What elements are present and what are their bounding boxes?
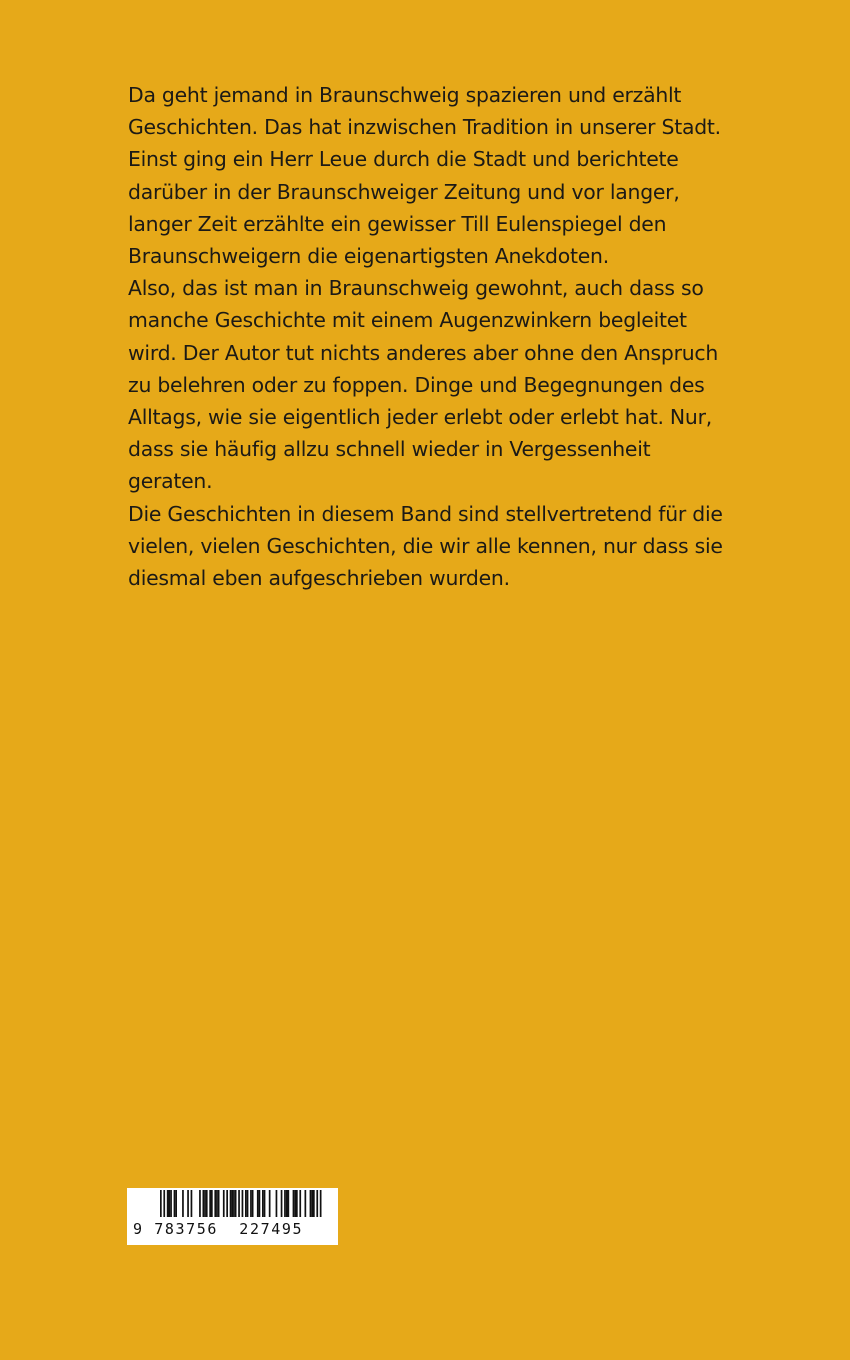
barcode-bar (214, 1190, 216, 1217)
barcode-bar (218, 1190, 220, 1217)
barcode-bar (310, 1190, 312, 1217)
barcode-bar (238, 1190, 240, 1217)
barcode-bar (216, 1190, 218, 1217)
isbn-barcode (127, 1188, 338, 1245)
barcode-bar (252, 1190, 254, 1217)
barcode-bar (170, 1190, 172, 1217)
barcode-bar (204, 1190, 206, 1217)
barcode-bar (257, 1190, 259, 1217)
barcode-bar (316, 1190, 318, 1217)
barcode-bar (269, 1190, 271, 1217)
barcode-bar (250, 1190, 252, 1217)
barcode-bar (262, 1190, 264, 1217)
isbn-number: 9 783756 227495 (133, 1220, 304, 1238)
barcode-bar (286, 1190, 288, 1217)
blurb-paragraph: Da geht jemand in Braunschweig spazieren und erzählt Geschichten. Das hat inzwischen Tradition in unserer Stadt. Einst ging ein Herr Leue durch die Stadt und berichtete darüber in der Braunschweiger Zeitung und vor langer, langer Zeit erzählte ein gewisser Till Eulenspiegel den Braunschweigern die eigenartigsten Anekdoten. (128, 83, 721, 269)
barcode-bar (199, 1190, 201, 1217)
barcode-bar (206, 1190, 208, 1217)
barcode-bar (311, 1190, 313, 1217)
barcode-bar (296, 1190, 298, 1217)
barcode-bar (259, 1190, 261, 1217)
barcode-bar (247, 1190, 249, 1217)
barcode-bar (242, 1190, 244, 1217)
barcode-bar (281, 1190, 283, 1217)
barcode-bar (174, 1190, 176, 1217)
blurb-text (128, 79, 738, 594)
barcode-bar (305, 1190, 307, 1217)
blurb-paragraph: Also, das ist man in Braunschweig gewohnt, auch dass so manche Geschichte mit einem Augenzwinkern begleitet wird. Der Autor tut nichts anderes aber ohne den Anspruch zu belehren oder zu foppen. Dinge und Begegnungen des Alltags, wie sie eigentlich jeder erlebt oder erlebt hat. Nur, dass sie häufig allzu schnell wieder in Vergessenheit geraten. (128, 276, 719, 494)
barcode-bar (299, 1190, 301, 1217)
barcode-bar (209, 1190, 211, 1217)
barcode-bar (169, 1190, 171, 1217)
barcode-bar (226, 1190, 228, 1217)
barcode-bar (320, 1190, 322, 1217)
barcode-bar (233, 1190, 235, 1217)
barcode-bar (231, 1190, 233, 1217)
barcode-bar (313, 1190, 315, 1217)
barcode-bar (230, 1190, 232, 1217)
barcode-bar (245, 1190, 247, 1217)
barcode-bar (223, 1190, 225, 1217)
barcode-bar (211, 1190, 213, 1217)
barcode-bar (203, 1190, 205, 1217)
barcode-bar (167, 1190, 169, 1217)
barcode-bar (191, 1190, 193, 1217)
barcode-bar (235, 1190, 237, 1217)
barcode-bar (284, 1190, 286, 1217)
barcode-bar (294, 1190, 296, 1217)
barcode-bar (288, 1190, 290, 1217)
barcode-bar (160, 1190, 162, 1217)
barcode-bar (175, 1190, 177, 1217)
barcode-bar (187, 1190, 189, 1217)
barcode-bar (276, 1190, 278, 1217)
blurb-paragraph: Die Geschichten in diesem Band sind stellvertretend für die vielen, vielen Geschichten, die wir alle kennen, nur dass sie diesmal eben aufgeschrieben wurden. (128, 501, 723, 591)
barcode-bar (163, 1190, 165, 1217)
barcode-bar (293, 1190, 295, 1217)
barcode-bar (264, 1190, 266, 1217)
barcode-bar (182, 1190, 184, 1217)
